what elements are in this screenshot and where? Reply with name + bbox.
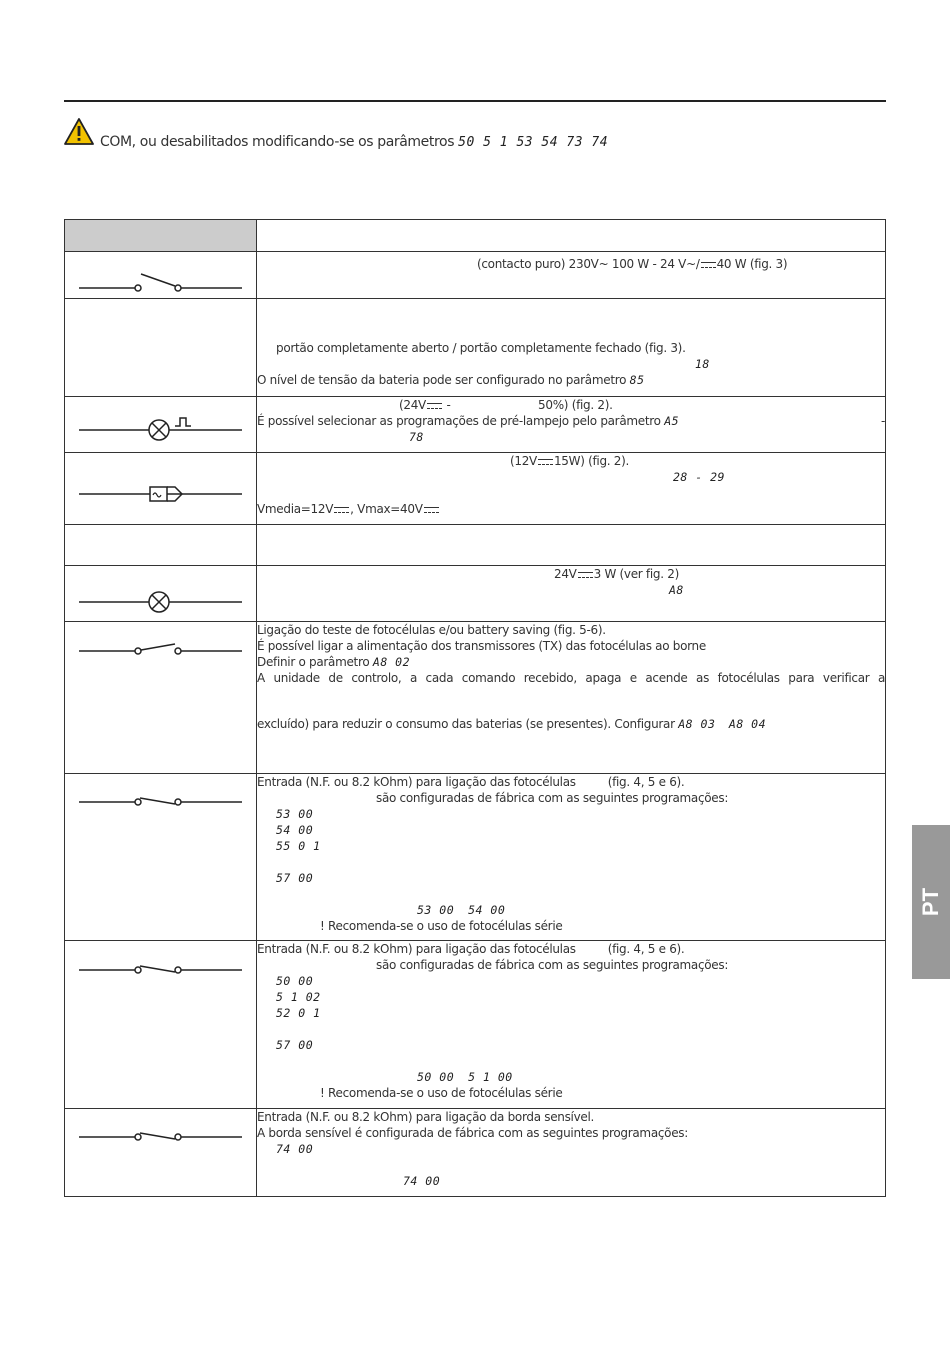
- r3-text-c: 50%) (fig. 2).: [538, 398, 613, 412]
- language-tab-label: PT: [918, 887, 943, 917]
- dc-symbol-icon: [538, 459, 553, 465]
- r6-param-a8: A8: [669, 583, 684, 597]
- header-symbol-cell: [65, 220, 257, 252]
- r9-line-1b: (fig. 4, 5 e 6).: [607, 942, 685, 956]
- r8-param-5b: 54 00: [468, 903, 506, 917]
- table-header-row: [65, 220, 886, 252]
- r9-line-1a: Entrada (N.F. ou 8.2 kOhm) para ligação das fotocélulas: [257, 942, 576, 956]
- r8-param-5a: 53 00: [417, 903, 455, 917]
- r3-text-a: (24V: [399, 398, 426, 412]
- r9-param-5b: 5 1 00: [468, 1070, 513, 1084]
- table-row: [65, 397, 886, 453]
- r9-param-5a: 50 00: [417, 1070, 455, 1084]
- r8-line-6: ! Recomenda-se o uso de fotocélulas série: [320, 919, 563, 933]
- r2-param: 18: [695, 357, 710, 371]
- terminal-table: [64, 219, 886, 1197]
- r3-line-2: É possível selecionar as programações de pré-lampejo pelo parâmetro: [257, 414, 661, 428]
- r10-param-1: 74 00: [276, 1142, 314, 1156]
- r8-param-2: 54 00: [276, 823, 314, 837]
- r8-line-2: são configuradas de fábrica com as seguintes programações:: [376, 791, 729, 805]
- dc-symbol-icon: [334, 507, 349, 513]
- r4-vmax: , Vmax=40V: [350, 502, 423, 516]
- r3-param-78: 78: [409, 430, 424, 444]
- r3-dash: -: [880, 414, 885, 428]
- r8-line-1a: Entrada (N.F. ou 8.2 kOhm) para ligação das fotocélulas: [257, 775, 576, 789]
- lamp-icon: [65, 566, 257, 622]
- courtesy-light-icon: [65, 453, 257, 525]
- r9-line-6: ! Recomenda-se o uso de fotocélulas série: [320, 1086, 563, 1100]
- r7-line-5: excluído) para reduzir o consumo das baterias (se presentes). Configurar: [257, 717, 675, 731]
- r2-line-1: portão completamente aberto / portão completamente fechado (fig. 3).: [276, 341, 686, 355]
- r8-line-1b: (fig. 4, 5 e 6).: [607, 775, 685, 789]
- r9-line-2: são configuradas de fábrica com as seguintes programações:: [376, 958, 729, 972]
- dc-symbol-icon: [424, 507, 439, 513]
- table-row: [65, 622, 886, 774]
- table-row: [65, 299, 886, 397]
- r10-param-2: 74 00: [403, 1174, 441, 1188]
- r1-text: (contacto puro) 230V~ 100 W - 24 V~/: [477, 257, 700, 271]
- r8-param-1: 53 00: [276, 807, 314, 821]
- warning-note: [64, 118, 886, 158]
- dc-symbol-icon: [578, 572, 593, 578]
- r4-text-a: (12V: [510, 454, 537, 468]
- contact-icon: [65, 622, 257, 774]
- r7-param-a802: A8 02: [372, 655, 411, 669]
- r7-line-2: É possível ligar a alimentação dos transmissores (TX) das fotocélulas ao borne: [257, 639, 706, 653]
- warning-text: COM, ou desabilitados modificando-se os parâmetros: [100, 134, 455, 150]
- header-description-cell: [257, 220, 886, 252]
- r7-param-a804: A8 04: [728, 717, 767, 731]
- r2-line-3: O nível de tensão da bateria pode ser configurado no parâmetro: [257, 373, 627, 387]
- r7-line-3: Definir o parâmetro: [257, 655, 370, 669]
- r4-text-b: 15W) (fig. 2).: [553, 454, 630, 468]
- table-row: [65, 453, 886, 525]
- r4-params: 28 - 29: [673, 470, 725, 484]
- r10-line-2: A borda sensível é configurada de fábrica com as seguintes programações:: [257, 1126, 688, 1140]
- r2-param-85: 85: [629, 373, 645, 387]
- r3-text-b: -: [442, 398, 451, 412]
- r9-param-4: 57 00: [276, 1038, 314, 1052]
- r7-param-a803: A8 03: [678, 717, 716, 731]
- r8-param-3: 55 0 1: [276, 839, 321, 853]
- table-row: [65, 1109, 886, 1197]
- r9-param-1: 50 00: [276, 974, 314, 988]
- table-row: [65, 525, 886, 566]
- r10-line-1: Entrada (N.F. ou 8.2 kOhm) para ligação da borda sensível.: [257, 1110, 595, 1124]
- normally-open-contact-icon: [65, 252, 257, 299]
- table-row: [65, 941, 886, 1109]
- r7-line-4: A unidade de controlo, a cada comando recebido, apaga e acende as fotocélulas para verificar a: [257, 671, 885, 685]
- dc-symbol-icon: [427, 403, 442, 409]
- r4-vmedia: Vmedia=12V: [257, 502, 334, 516]
- dc-symbol-icon: [701, 262, 716, 268]
- r8-param-4: 57 00: [276, 871, 314, 885]
- nc-contact-icon: [65, 941, 257, 1109]
- warning-params: 50 5 1 53 54 73 74: [458, 135, 609, 150]
- r1-text-b: 40 W (fig. 3): [716, 257, 788, 271]
- warning-triangle-icon: [64, 118, 94, 145]
- table-row: [65, 252, 886, 299]
- r9-param-3: 52 0 1: [276, 1006, 321, 1020]
- r3-param-a5: A5: [664, 414, 680, 428]
- r6-text-b: 3 W (ver fig. 2): [593, 567, 679, 581]
- r6-text-a: 24V: [554, 567, 577, 581]
- r7-line-1: Ligação do teste de fotocélulas e/ou battery saving (fig. 5-6).: [257, 623, 606, 637]
- r9-param-2: 5 1 02: [276, 990, 321, 1004]
- table-row: [65, 774, 886, 941]
- language-tab: [912, 825, 950, 979]
- top-rule: [64, 100, 886, 102]
- flashing-lamp-icon: [65, 397, 257, 453]
- nc-contact-icon: [65, 1109, 257, 1197]
- table-row: [65, 566, 886, 622]
- nc-contact-icon: [65, 774, 257, 941]
